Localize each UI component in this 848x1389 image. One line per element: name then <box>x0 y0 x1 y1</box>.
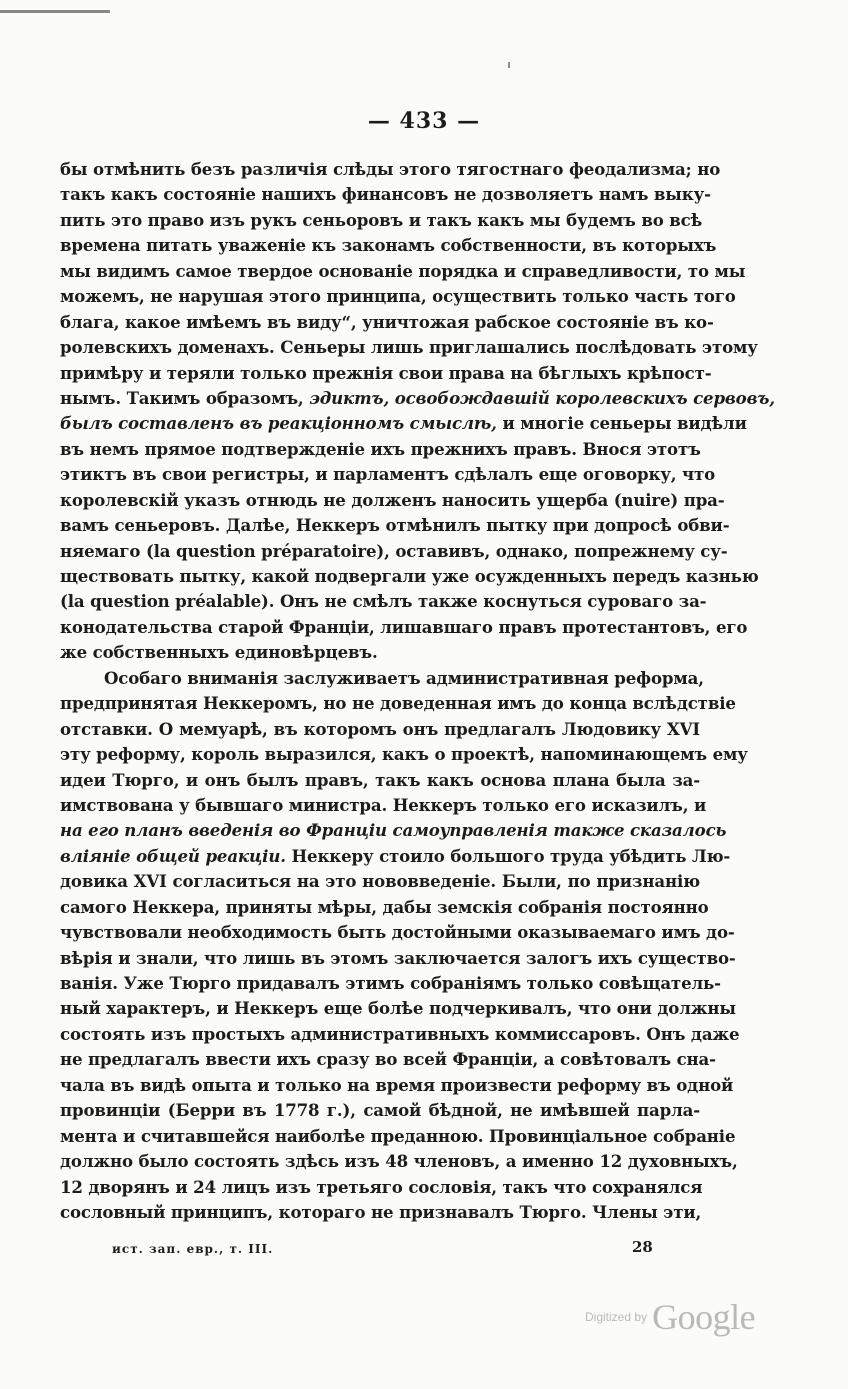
text-line: отставки. О мемуарѣ, въ которомъ онъ предлагалъ Людовику XVI <box>60 718 700 739</box>
text-line: довика XVI согласиться на это нововведеніе. Были, по признанію <box>60 871 700 892</box>
text-line: няемаго (la question préparatoire), оставивъ, однако, попрежнему су- <box>60 540 728 561</box>
text-line: состоять изъ простыхъ административныхъ коммиссаровъ. Онъ даже <box>60 1023 740 1044</box>
text-run: Неккеру стоило большого труда убѣдить Лю- <box>285 845 731 866</box>
text-line: такъ какъ состояніе нашихъ финансовъ не дозволяетъ намъ выку- <box>60 184 711 205</box>
footer-sheet-number: 28 <box>632 1238 653 1256</box>
text-line: времена питать уваженіе къ законамъ собственности, въ которыхъ <box>60 235 717 256</box>
text-line: идеи Тюрго, и онъ былъ правъ, такъ какъ основа плана была за- <box>60 769 700 790</box>
text-line: примѣру и теряли только прежнія свои права на бѣглыхъ крѣпост- <box>60 362 712 383</box>
text-line: самого Неккера, приняты мѣры, дабы земскія собранія постоянно <box>60 896 709 917</box>
text-line: мы видимъ самое твердое основаніе порядка и справедливости, то мы <box>60 260 746 281</box>
text-run: и многіе сеньеры видѣли <box>496 413 747 434</box>
text-line: пить это право изъ рукъ сеньоровъ и такъ какъ мы будемъ во всѣ <box>60 209 703 230</box>
text-line: мента и считавшейся наиболѣе преданною. Провинціальное собраніе <box>60 1125 736 1146</box>
body-text <box>60 157 775 1225</box>
text-line: чувствовали необходимость быть достойными оказываемаго имъ до- <box>60 922 735 943</box>
text-line: предпринятая Неккеромъ, но не доведенная имъ до конца вслѣдствіе <box>60 693 736 714</box>
text-line: можемъ, не нарушая этого принципа, осуществить только часть того <box>60 286 736 307</box>
italic-run: на его планъ введенія во Франціи самоуправленія также сказалось <box>60 820 727 841</box>
text-line: не предлагалъ ввести ихъ сразу во всей Франціи, а совѣтовалъ сна- <box>60 1049 716 1070</box>
scan-edge-mark <box>0 0 110 13</box>
text-line: 12 дворянъ и 24 лицъ изъ третьяго сословія, такъ что сохранялся <box>60 1176 703 1197</box>
text-line: этиктъ въ свои регистры, и парламентъ сдѣлалъ еще оговорку, что <box>60 464 716 485</box>
text-line: ролевскихъ доменахъ. Сеньеры лишь приглашались послѣдовать этому <box>60 337 758 358</box>
text-line <box>60 844 731 869</box>
text-line: имствована у бывшаго министра. Неккеръ только его исказилъ, и <box>60 794 707 815</box>
scan-speck <box>508 62 510 68</box>
text-line: чала въ видѣ опыта и только на время произвести реформу въ одной <box>60 1074 734 1095</box>
italic-run: эдиктъ, освобождавшій королевскихъ сервовъ, <box>309 387 775 408</box>
text-line: же собственныхъ единовѣрцевъ. <box>60 642 378 663</box>
text-line: эту реформу, король выразился, какъ о проектѣ, напоминающемъ ему <box>60 744 748 765</box>
text-line <box>60 386 775 411</box>
text-line: конодательства старой Франціи, лишавшаго правъ протестантовъ, его <box>60 616 748 637</box>
text-line: блага, какое имѣемъ въ виду“, уничтожая рабское состояніе въ ко- <box>60 311 714 332</box>
text-line: ный характеръ, и Неккеръ еще болѣе подчеркивалъ, что они должны <box>60 998 736 1019</box>
text-line: сословный принципъ, котораго не признавалъ Тюрго. Члены эти, <box>60 1201 702 1222</box>
text-run: нымъ. Такимъ образомъ, <box>60 387 310 408</box>
text-line: должно было состоять здѣсь изъ 48 членовъ, а именно 12 духовныхъ, <box>60 1151 738 1172</box>
digitized-by-google-watermark <box>585 1296 755 1338</box>
italic-run: вліяніе общей реакціи. <box>60 845 286 866</box>
text-line: въ немъ прямое подтвержденіе ихъ прежнихъ правъ. Внося этотъ <box>60 438 701 459</box>
text-line: провинціи (Берри въ 1778 г.), самой бѣдной, не имѣвшей парла- <box>60 1100 700 1121</box>
watermark-brand: Google <box>652 1297 756 1337</box>
text-line <box>60 411 747 436</box>
text-line: (la question préalable). Онъ не смѣлъ также коснуться суроваго за- <box>60 591 707 612</box>
text-line: ванія. Уже Тюрго придавалъ этимъ собраніямъ только совѣщатель- <box>60 973 721 993</box>
text-line: Особаго вниманія заслуживаетъ административная реформа, <box>104 667 704 688</box>
page-number: — 433 — <box>367 108 481 134</box>
watermark-prefix: Digitized by <box>585 1310 648 1324</box>
text-line <box>60 818 727 843</box>
text-line: бы отмѣнить безъ различія слѣды этого тягостнаго феодализма; но <box>60 159 721 179</box>
text-line: ществовать пытку, какой подвергали уже осужденныхъ передъ казнью <box>60 566 759 586</box>
footer-signature: ист. зап. евр., т. III. <box>112 1242 274 1256</box>
text-line: вамъ сеньеровъ. Далѣе, Неккеръ отмѣнилъ пытку при допросѣ обви- <box>60 515 730 536</box>
italic-run: былъ составленъ въ реакціонномъ смыслѣ, <box>60 413 497 434</box>
text-line: королевскій указъ отнюдь не долженъ наносить ущерба (nuire) пра- <box>60 489 725 510</box>
text-line: вѣрія и знали, что лишь въ этомъ заключается залогъ ихъ существо- <box>60 947 736 968</box>
